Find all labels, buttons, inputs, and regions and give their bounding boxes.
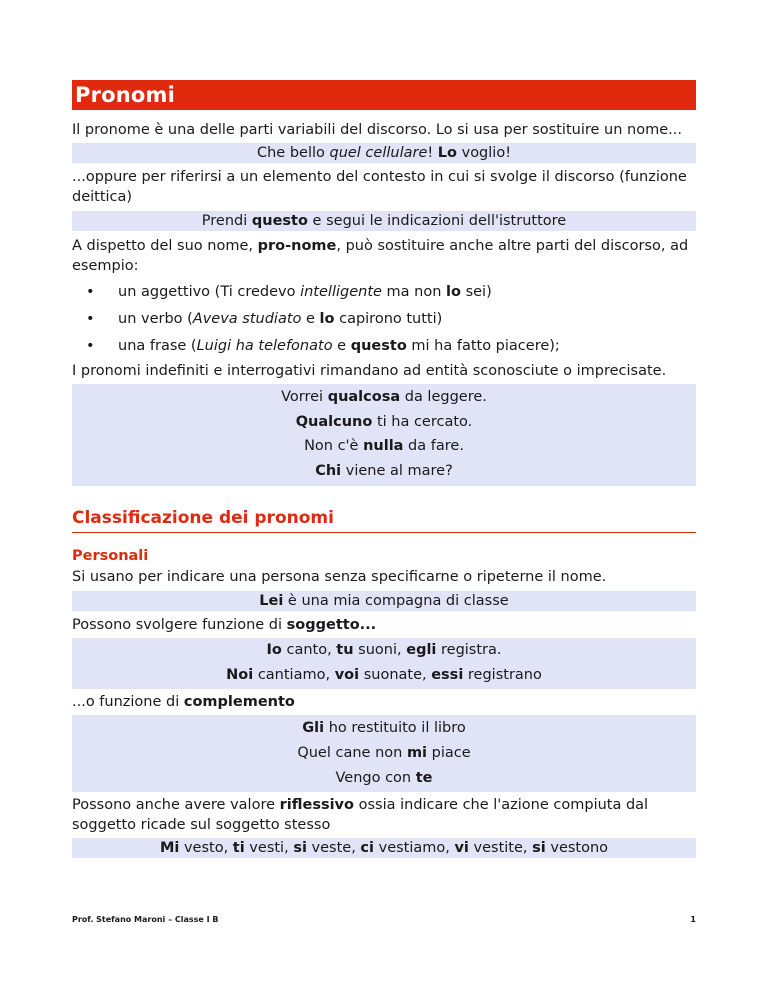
dispetto-paragraph: A dispetto del suo nome, pro-nome, può sostituire anche altre parti del discorso, ad esempio: xyxy=(72,238,689,274)
riflessivo-paragraph: Possono anche avere valore riflessivo ossia indicare che l'azione compiuta dal soggetto ricade sul soggetto stesso xyxy=(72,797,649,833)
list-item: • un aggettivo (Ti credevo intelligente ma non lo sei) xyxy=(72,279,696,306)
indefiniti-paragraph: I pronomi indefiniti e interrogativi rimandano ad entità sconosciute o imprecisate. xyxy=(72,363,667,379)
page-title: Pronomi xyxy=(72,80,696,110)
example-soggetto-box xyxy=(72,638,696,689)
footer-author: Prof. Stefano Maroni – Classe I B xyxy=(72,915,219,924)
deittica-paragraph: ...oppure per riferirsi a un elemento del contesto in cui si svolge il discorso (funzione deittica) xyxy=(72,169,687,205)
example-riflessivo: Mi vesto, ti vesti, si veste, ci vestiamo, vi vestite, si vestono xyxy=(72,838,696,858)
list-item: • una frase (Luigi ha telefonato e questo mi ha fatto piacere); xyxy=(72,333,696,360)
example-line: Qualcuno ti ha cercato. xyxy=(295,413,473,430)
example-line: Quel cane non mi piace xyxy=(297,745,471,761)
example-line: Vorrei qualcosa da leggere. xyxy=(281,389,487,405)
section-heading: Classificazione dei pronomi xyxy=(72,507,696,533)
example-indefiniti-box xyxy=(72,384,696,486)
intro-paragraph: Il pronome è una delle parti variabili del discorso. Lo si usa per sostituire un nome... xyxy=(72,122,682,138)
example-line: Non c'è nulla da fare. xyxy=(304,438,464,454)
example-lei: Lei è una mia compagna di classe xyxy=(72,591,696,611)
example-questo: Prendi questo e segui le indicazioni dell'istruttore xyxy=(72,211,696,231)
example-line: Noi cantiamo, voi suonate, essi registrano xyxy=(226,667,542,683)
page-footer xyxy=(72,915,696,924)
example-line: Io canto, tu suoni, egli registra. xyxy=(266,642,502,658)
complemento-paragraph: ...o funzione di complemento xyxy=(72,694,295,710)
example-line: Chi viene al mare? xyxy=(315,462,453,479)
page-content xyxy=(72,80,696,858)
page-number: 1 xyxy=(690,915,696,924)
example-complemento-box xyxy=(72,715,696,792)
example-cellulare: Che bello quel cellulare! Lo voglio! xyxy=(72,143,696,163)
example-line: Gli ho restituito il libro xyxy=(302,720,466,736)
personali-paragraph: Si usano per indicare una persona senza specificarne o ripeterne il nome. xyxy=(72,569,607,585)
list-item: • un verbo (Aveva studiato e lo capirono tutti) xyxy=(72,306,696,333)
example-line: Vengo con te xyxy=(335,770,433,786)
subsection-heading: Personali xyxy=(72,548,149,564)
soggetto-paragraph: Possono svolgere funzione di soggetto... xyxy=(72,617,377,633)
examples-list xyxy=(72,279,696,360)
